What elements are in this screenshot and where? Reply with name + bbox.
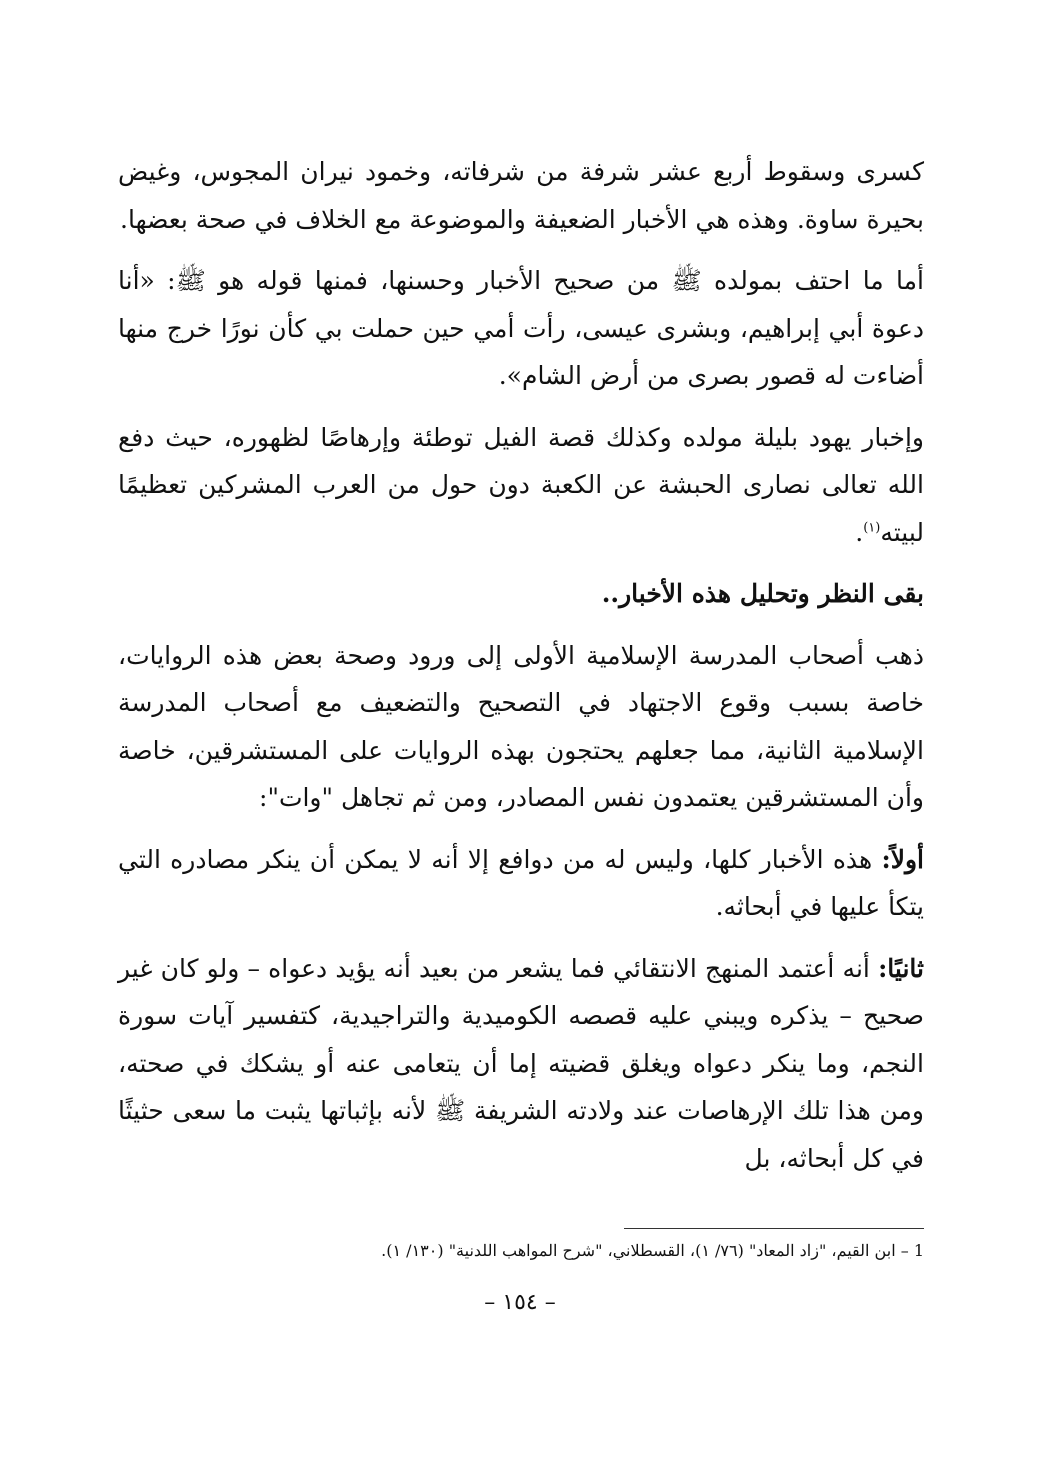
footnote: 1 – ابن القيم، "زاد المعاد" (٧٦/ ١)، القسطلاني، "شرح المواهب اللدنية" (١٣٠/ ١).	[381, 1241, 924, 1260]
paragraph-second-point	[118, 945, 924, 1183]
section-heading: بقى النظر وتحليل هذه الأخبار..	[601, 579, 924, 608]
paragraph-3-end: .	[855, 517, 864, 547]
first-point-text: هذه الأخبار كلها، وليس له من دوافع إلا أنه لا يمكن أن ينكر مصادره التي يتكأ عليها في أبحاثه.	[118, 844, 924, 921]
footnote-reference: (١)	[863, 520, 881, 536]
paragraph-4: ذهب أصحاب المدرسة الإسلامية الأولى إلى ورود وصحة بعض هذه الروايات، خاصة بسبب وقوع الاجتهاد في التصحيح والتضعيف مع أصحاب المدرسة الإسلامية الثانية، مما جعلهم يحتجون بهذه الروايات على المستشرقين، خاصة وأن المستشرقين يعتمدون نفس المصادر، ومن ثم تجاهل "وات":	[118, 640, 924, 812]
footnote-divider	[624, 1228, 924, 1229]
paragraph-1: كسرى وسقوط أربع عشر شرفة من شرفاته، وخمود نيران المجوس، وغيض بحيرة ساوة. وهذه هي الأخبار الضعيفة والموضوعة مع الخلاف في صحة بعضها.	[118, 157, 924, 234]
paragraph-first-point	[118, 836, 924, 931]
paragraph-3-text: وإخبار يهود بليلة مولده وكذلك قصة الفيل توطئة وإرهاصًا لظهوره، حيث دفع الله تعالى نصارى الحبشة عن الكعبة دون حول من العرب المشركين تعظيمًا لبيته	[118, 422, 924, 547]
second-point-text: أنه أعتمد المنهج الانتقائي فما يشعر من بعيد أنه يؤيد دعواه – ولو كان غير صحيح – يذكره ويبني عليه قصصه الكوميدية والتراجيدية، كتفسير آيات سورة النجم، وما ينكر دعواه ويغلق قضيته إما أن يتعامى عنه أو يشكك في صحته، ومن هذا تلك الإرهاصات عند ولادته الشريفة ﷺ لأنه بإثباتها يثبت ما سعى حثيثًا في كل أبحاثه، بل	[118, 953, 924, 1173]
page-number: – ١٥٤ –	[484, 1290, 556, 1315]
first-point-label: أولاً:	[881, 844, 924, 874]
paragraph-2: أما ما احتف بمولده ﷺ من صحيح الأخبار وحسنها، فمنها قوله هو ﷺ: «أنا دعوة أبي إبراهيم، وبشرى عيسى، رأت أمي حين حملت بي كأن نورًا خرج منها أضاءت له قصور بصرى من أرض الشام».	[118, 266, 924, 390]
paragraph-3	[118, 414, 924, 557]
second-point-label: ثانيًا:	[878, 953, 925, 983]
body-text	[118, 148, 924, 1182]
